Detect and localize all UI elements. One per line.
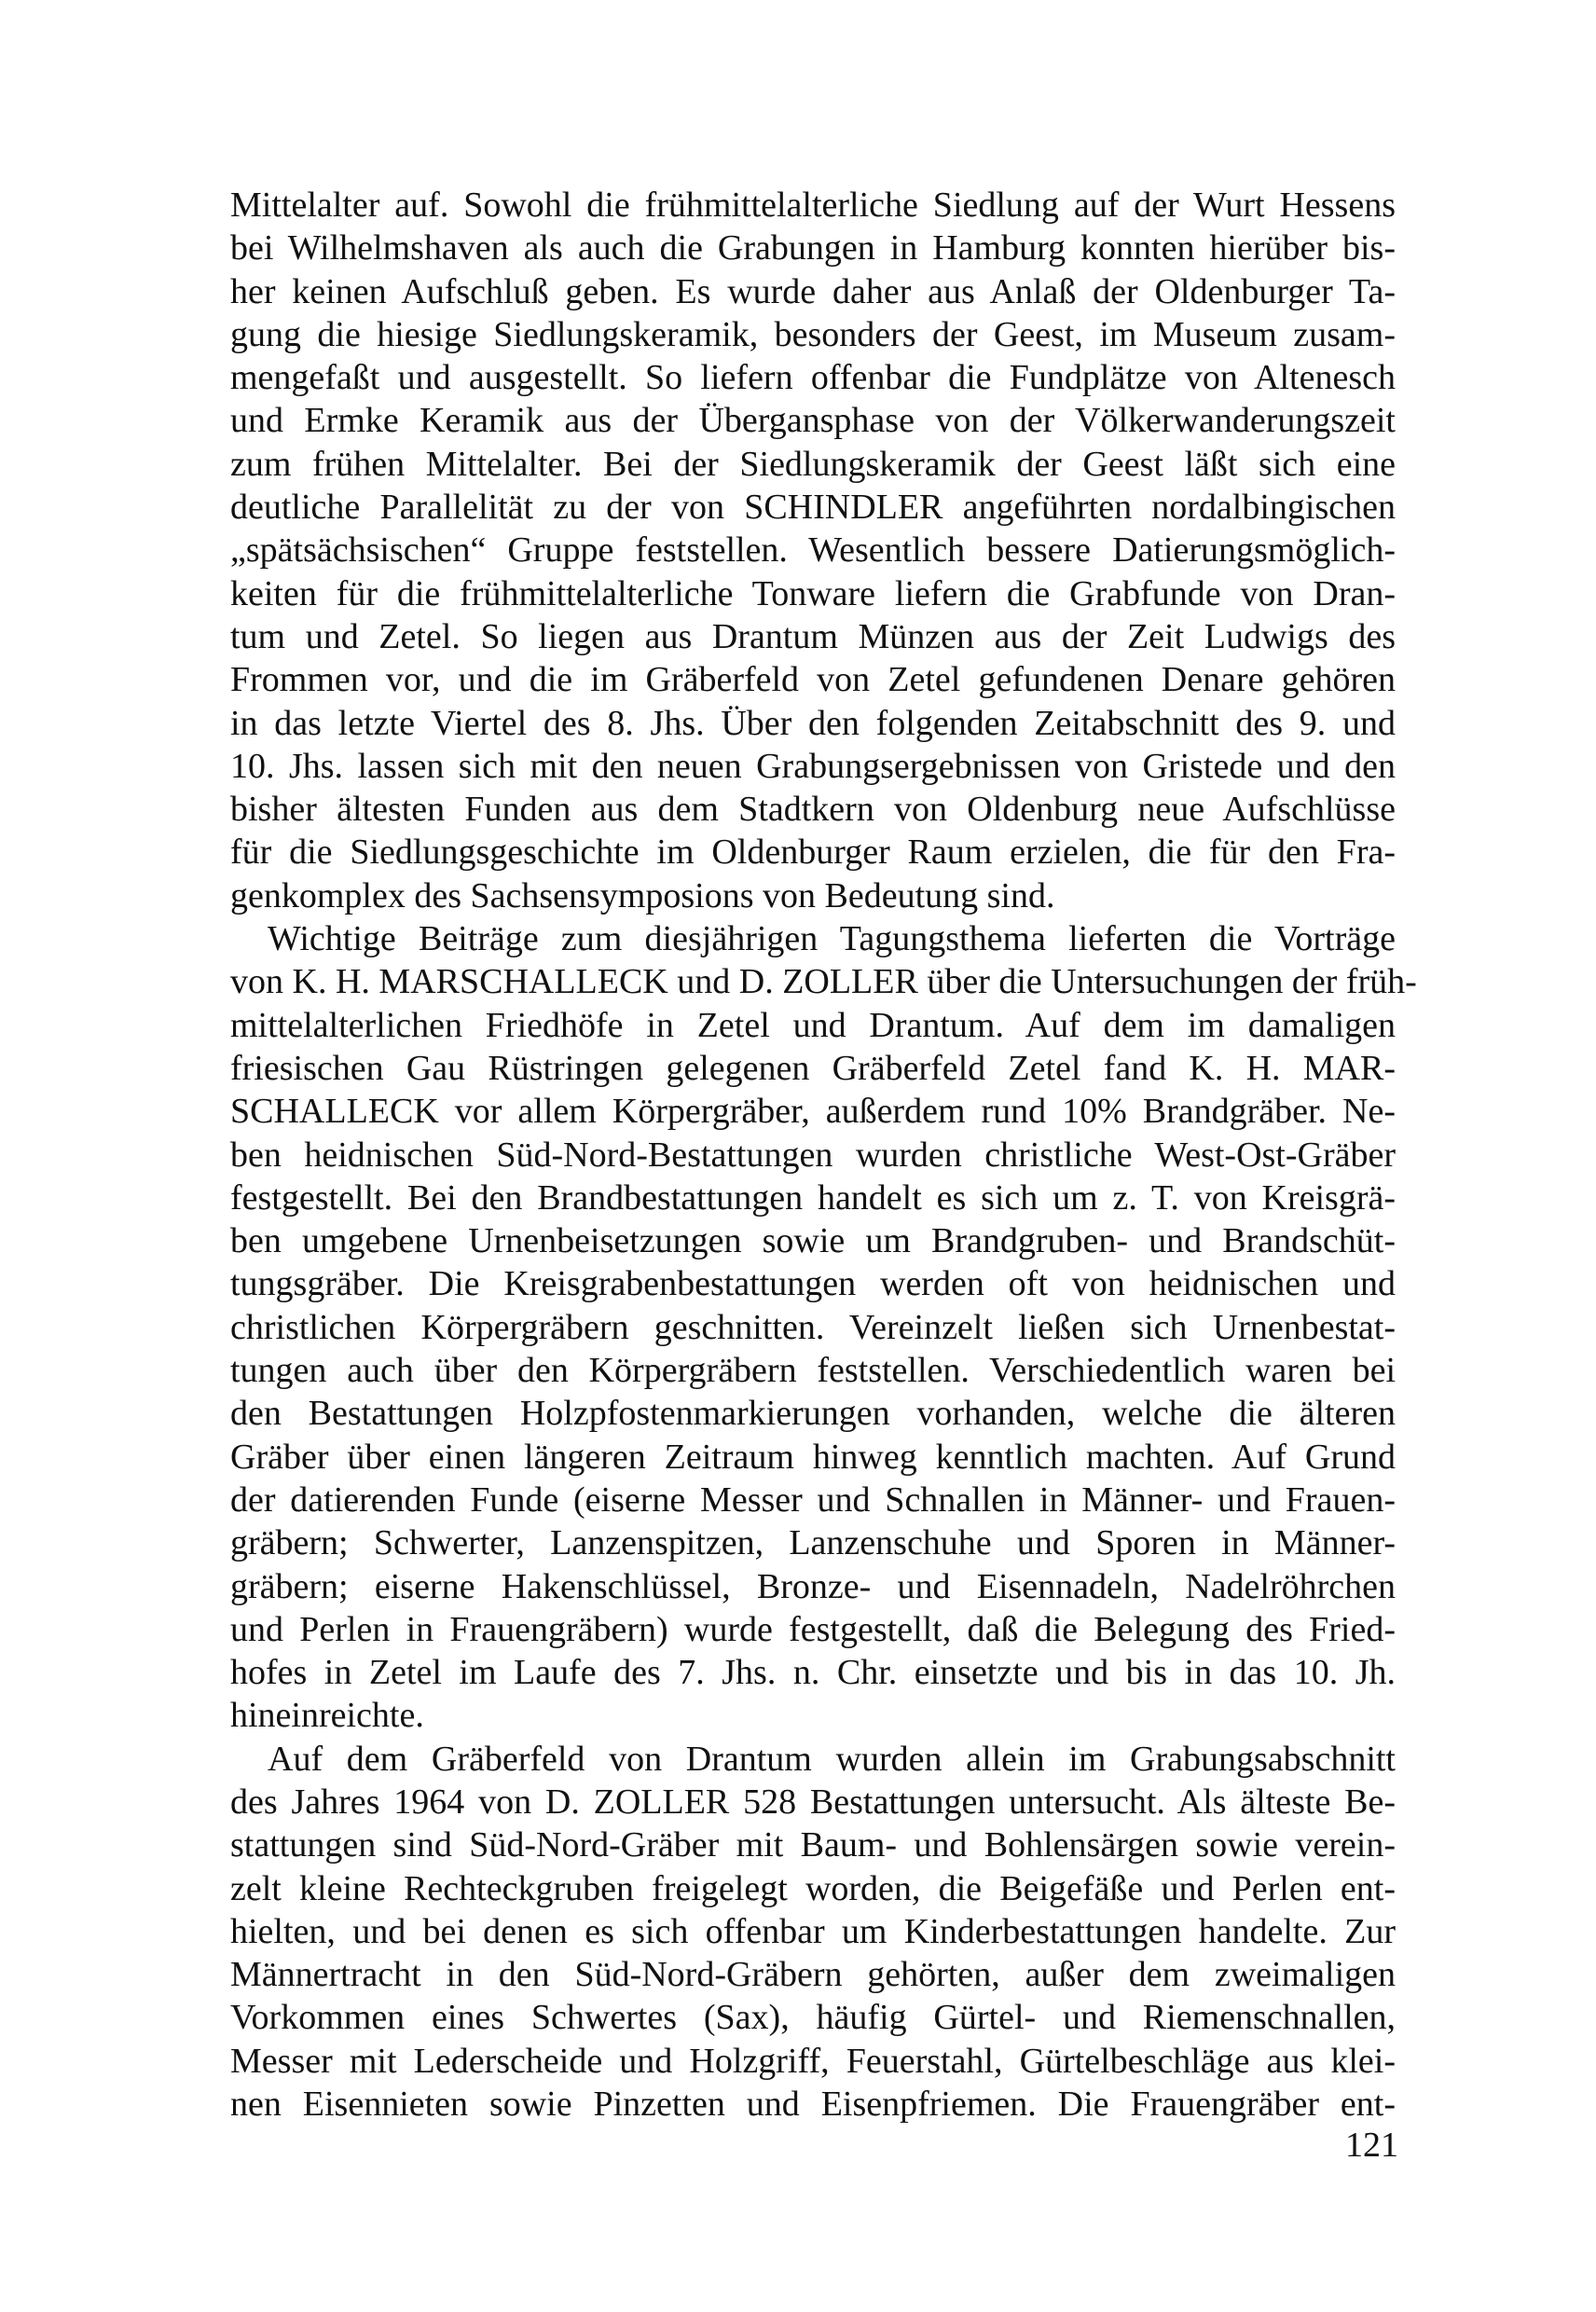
text-line: den Bestattungen Holzpfostenmarkierungen vorhanden, welche die älteren xyxy=(230,1394,1396,1434)
text-line: 10. Jhs. lassen sich mit den neuen Grabungsergebnissen von Gristede und den xyxy=(230,746,1396,786)
text-line: her keinen Aufschluß geben. Es wurde daher aus Anlaß der Oldenburger Ta- xyxy=(230,271,1396,311)
text-line: friesischen Gau Rüstringen gelegenen Gräberfeld Zetel fand K. H. MAR- xyxy=(230,1048,1396,1088)
text-line: Messer mit Lederscheide und Holzgriff, Feuerstahl, Gürtelbeschläge aus klei- xyxy=(230,2041,1396,2081)
paragraph-first-line: Wichtige Beiträge zum diesjährigen Tagungsthema lieferten die Vorträge xyxy=(268,919,1396,959)
text-line: tungsgräber. Die Kreisgrabenbestattungen werden oft von heidnischen und xyxy=(230,1264,1396,1304)
text-line: gräbern; eiserne Hakenschlüssel, Bronze- und Eisennadeln, Nadelröhrchen xyxy=(230,1566,1396,1606)
text-line: Gräber über einen längeren Zeitraum hinweg kenntlich machten. Auf Grund xyxy=(230,1437,1396,1477)
text-line: in das letzte Viertel des 8. Jhs. Über den folgenden Zeitabschnitt des 9. und xyxy=(230,703,1396,743)
text-line: Männertracht in den Süd-Nord-Gräbern gehörten, außer dem zweimaligen xyxy=(230,1955,1396,1995)
text-line: bei Wilhelmshaven als auch die Grabungen in Hamburg konnten hierüber bis- xyxy=(230,228,1396,268)
text-line: ben umgebene Urnenbeisetzungen sowie um Brandgruben- und Brandschüt- xyxy=(230,1221,1396,1261)
text-line: Vorkommen eines Schwertes (Sax), häufig Gürtel- und Riemenschnallen, xyxy=(230,1998,1396,2038)
text-line: hofes in Zetel im Laufe des 7. Jhs. n. Chr. einsetzte und bis in das 10. Jh. xyxy=(230,1653,1396,1693)
page-number: 121 xyxy=(1345,2126,1398,2165)
text-line: tungen auch über den Körpergräbern feststellen. Verschiedentlich waren bei xyxy=(230,1351,1396,1391)
text-line: und Perlen in Frauengräbern) wurde festgestellt, daß die Belegung des Fried- xyxy=(230,1609,1396,1649)
text-line: von K. H. MARSCHALLECK und D. ZOLLER über die Untersuchungen der früh- xyxy=(230,962,1417,1002)
text-line: hielten, und bei denen es sich offenbar um Kinderbestattungen handelte. Zur xyxy=(230,1911,1396,1951)
text-line: festgestellt. Bei den Brandbestattungen handelt es sich um z. T. von Kreisgrä- xyxy=(230,1177,1396,1218)
text-line: deutliche Parallelität zu der von SCHINDLER angeführten nordalbingischen xyxy=(230,488,1396,528)
text-line: nen Eisennieten sowie Pinzetten und Eisenpfriemen. Die Frauengräber ent- xyxy=(230,2085,1396,2125)
text-line: gung die hiesige Siedlungskeramik, besonders der Geest, im Museum zusam- xyxy=(230,314,1396,354)
text-line: gräbern; Schwerter, Lanzenspitzen, Lanzenschuhe und Sporen in Männer- xyxy=(230,1523,1396,1563)
text-line: hineinreichte. xyxy=(230,1696,424,1736)
text-line: mengefaßt und ausgestellt. So liefern offenbar die Fundplätze von Altenesch xyxy=(230,358,1396,398)
text-line: zum frühen Mittelalter. Bei der Siedlungskeramik der Geest läßt sich eine xyxy=(230,444,1396,484)
text-line: stattungen sind Süd-Nord-Gräber mit Baum- und Bohlensärgen sowie verein- xyxy=(230,1825,1396,1865)
paragraph-first-line: Auf dem Gräberfeld von Drantum wurden allein im Grabungsabschnitt xyxy=(268,1739,1396,1779)
text-line: des Jahres 1964 von D. ZOLLER 528 Bestattungen untersucht. Als älteste Be- xyxy=(230,1782,1396,1822)
text-line: zelt kleine Rechteckgruben freigelegt worden, die Beigefäße und Perlen ent- xyxy=(230,1868,1396,1908)
text-line: mittelalterlichen Friedhöfe in Zetel und Drantum. Auf dem im damaligen xyxy=(230,1005,1396,1045)
text-line: bisher ältesten Funden aus dem Stadtkern von Oldenburg neue Aufschlüsse xyxy=(230,790,1396,830)
text-line: der datierenden Funde (eiserne Messer und Schnallen in Männer- und Frauen- xyxy=(230,1479,1396,1520)
text-line: für die Siedlungsgeschichte im Oldenburger Raum erzielen, die für den Fra- xyxy=(230,833,1396,873)
text-line: SCHALLECK vor allem Körpergräber, außerdem rund 10% Brandgräber. Ne- xyxy=(230,1092,1396,1132)
text-line: keiten für die frühmittelalterliche Tonware liefern die Grabfunde von Dran- xyxy=(230,573,1396,613)
text-line: „spätsächsischen“ Gruppe feststellen. Wesentlich bessere Datierungsmöglich- xyxy=(230,530,1396,571)
text-line: Frommen vor, und die im Gräberfeld von Zetel gefundenen Denare gehören xyxy=(230,660,1396,700)
text-line: und Ermke Keramik aus der Übergansphase von der Völkerwanderungszeit xyxy=(230,401,1396,441)
text-line: genkomplex des Sachsensymposions von Bedeutung sind. xyxy=(230,875,1055,915)
text-line: Mittelalter auf. Sowohl die frühmittelalterliche Siedlung auf der Wurt Hessens xyxy=(230,186,1396,225)
text-line: tum und Zetel. So liegen aus Drantum Münzen aus der Zeit Ludwigs des xyxy=(230,616,1396,656)
text-line: ben heidnischen Süd-Nord-Bestattungen wurden christliche West-Ost-Gräber xyxy=(230,1135,1396,1175)
body-text xyxy=(230,184,1417,2126)
text-line: christlichen Körpergräbern geschnitten. Vereinzelt ließen sich Urnenbestat- xyxy=(230,1307,1396,1347)
